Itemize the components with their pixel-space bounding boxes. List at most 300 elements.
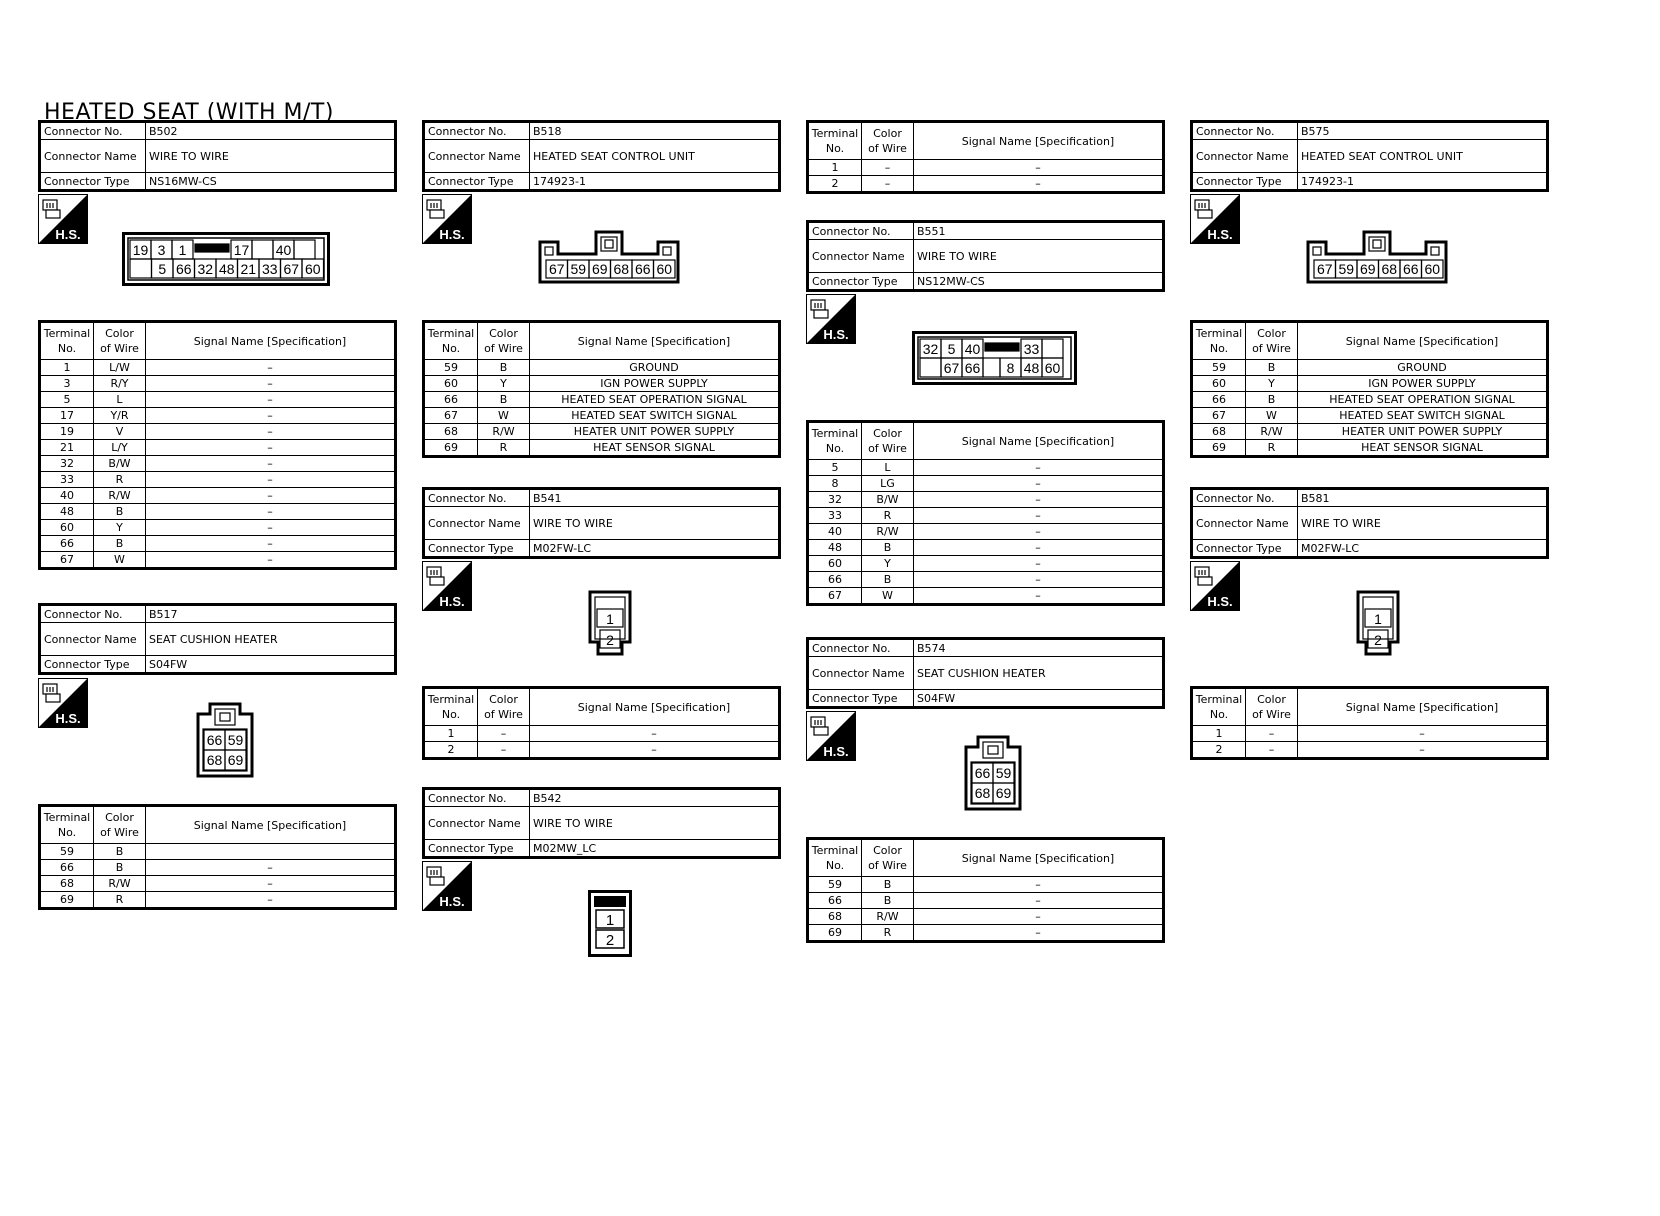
connector-type-value: S04FW xyxy=(914,690,1164,708)
pin-label: 17 xyxy=(233,242,250,258)
signal-name: – xyxy=(146,860,396,876)
pin-label: 69 xyxy=(591,261,608,277)
signal-name: IGN POWER SUPPLY xyxy=(1298,376,1548,392)
connector-type-label: Connector Type xyxy=(40,173,146,191)
pin-label: 66 xyxy=(974,765,991,781)
connector-type-label: Connector Type xyxy=(424,173,530,191)
terminal-no: 5 xyxy=(40,392,94,408)
pin-label: 69 xyxy=(1359,261,1376,277)
terminal-no: 66 xyxy=(40,860,94,876)
terminal-no: 66 xyxy=(1192,392,1246,408)
terminal-no: 3 xyxy=(40,376,94,392)
terminal-no: 59 xyxy=(424,360,478,376)
table-row xyxy=(808,460,1164,476)
harness-side-icon xyxy=(38,678,88,728)
pin-label: 32 xyxy=(922,341,939,357)
signal-name-header: Signal Name [Specification] xyxy=(914,422,1164,460)
pin-label: 8 xyxy=(1006,360,1015,376)
connector-type-label: Connector Type xyxy=(1192,173,1298,191)
wire-color: – xyxy=(862,176,914,193)
table-row xyxy=(1192,360,1548,376)
signal-name: – xyxy=(146,892,396,909)
wire-color: LG xyxy=(862,476,914,492)
signal-name: – xyxy=(914,877,1164,893)
harness-side-icon xyxy=(806,294,856,344)
signal-name-header: Signal Name [Specification] xyxy=(146,806,396,844)
connector-no-label: Connector No. xyxy=(40,605,146,623)
connector-type-value: 174923-1 xyxy=(1298,173,1548,191)
signal-name: – xyxy=(1298,742,1548,759)
terminal-no: 40 xyxy=(40,488,94,504)
pin-cell xyxy=(983,742,1003,758)
connector-plug-icon xyxy=(1195,567,1212,585)
harness-side-icon xyxy=(1190,561,1240,611)
table-row xyxy=(808,176,1164,193)
terminal-no: 68 xyxy=(424,424,478,440)
connector-header-b575 xyxy=(1190,120,1549,192)
terminal-no: 59 xyxy=(1192,360,1246,376)
terminal-no: 2 xyxy=(808,176,862,193)
connector-type-value: NS16MW-CS xyxy=(146,173,396,191)
wire-color: B xyxy=(94,860,146,876)
signal-name: – xyxy=(146,472,396,488)
connector-name-label: Connector Name xyxy=(424,807,530,840)
signal-name: – xyxy=(146,488,396,504)
signal-name-header: Signal Name [Specification] xyxy=(1298,322,1548,360)
terminal-no: 67 xyxy=(1192,408,1246,424)
terminal-no: 69 xyxy=(424,440,478,457)
table-row xyxy=(40,844,396,860)
signal-name: – xyxy=(914,160,1164,176)
wire-color: B xyxy=(862,893,914,909)
table-row xyxy=(424,742,780,759)
terminal-no: 69 xyxy=(1192,440,1246,457)
wire-color-header: Color of Wire xyxy=(478,688,530,726)
pin-cell xyxy=(545,247,553,255)
wire-color-header: Color of Wire xyxy=(94,806,146,844)
wire-color: – xyxy=(1246,742,1298,759)
pin-label: 68 xyxy=(1381,261,1398,277)
terminal-no: 66 xyxy=(424,392,478,408)
signal-name-header: Signal Name [Specification] xyxy=(530,322,780,360)
signal-name: – xyxy=(914,540,1164,556)
signal-name: – xyxy=(914,476,1164,492)
table-row xyxy=(1192,408,1548,424)
signal-name: – xyxy=(914,588,1164,605)
table-row xyxy=(40,424,396,440)
pin-cell xyxy=(294,240,315,259)
table-row xyxy=(40,392,396,408)
terminal-no: 1 xyxy=(424,726,478,742)
terminal-no-header: Terminal No. xyxy=(1192,688,1246,726)
wire-color: R xyxy=(862,508,914,524)
signal-name: – xyxy=(146,504,396,520)
harness-side-icon xyxy=(422,861,472,911)
connector-header-b551 xyxy=(806,220,1165,292)
pin-label: 32 xyxy=(197,261,214,277)
harness-side-icon xyxy=(38,194,88,244)
signal-name-header: Signal Name [Specification] xyxy=(1298,688,1548,726)
connector-no-label: Connector No. xyxy=(424,122,530,140)
terminal-no: 68 xyxy=(40,876,94,892)
terminal-no: 32 xyxy=(808,492,862,508)
terminal-no: 60 xyxy=(808,556,862,572)
pin-label: 67 xyxy=(283,261,300,277)
hs-badge-text: H.S. xyxy=(1207,594,1233,609)
terminal-table-b502 xyxy=(38,320,397,570)
terminal-no: 48 xyxy=(808,540,862,556)
connector-name-value: HEATED SEAT CONTROL UNIT xyxy=(530,140,780,173)
connector-name-label: Connector Name xyxy=(424,140,530,173)
hs-badge-text: H.S. xyxy=(439,594,465,609)
connector-12pin-diagram xyxy=(912,331,1080,387)
connector-no-value: B517 xyxy=(146,605,396,623)
connector-no-value: B581 xyxy=(1298,489,1548,507)
connector-type-value: 174923-1 xyxy=(530,173,780,191)
pin-label: 48 xyxy=(218,261,235,277)
connector-no-value: B575 xyxy=(1298,122,1548,140)
wire-color: B/W xyxy=(94,456,146,472)
pin-label: 66 xyxy=(1402,261,1419,277)
wire-color: Y xyxy=(862,556,914,572)
pin-label: 60 xyxy=(656,261,673,277)
pin-cell xyxy=(920,358,941,377)
wire-color: – xyxy=(478,726,530,742)
connector-no-label: Connector No. xyxy=(808,639,914,657)
signal-name: – xyxy=(914,556,1164,572)
wire-color: R/W xyxy=(862,909,914,925)
terminal-table-b575 xyxy=(1190,320,1549,458)
pin-cell xyxy=(215,709,235,725)
pin-label: 19 xyxy=(132,242,149,258)
wire-color: R xyxy=(478,440,530,457)
signal-name: – xyxy=(914,925,1164,942)
table-row xyxy=(1192,424,1548,440)
signal-name: HEATED SEAT OPERATION SIGNAL xyxy=(530,392,780,408)
connector-header-b581 xyxy=(1190,487,1549,559)
table-row xyxy=(40,408,396,424)
connector-no-label: Connector No. xyxy=(808,222,914,240)
connector-6pin-diagram xyxy=(1306,230,1452,286)
connector-no-value: B518 xyxy=(530,122,780,140)
connector-4pin-diagram xyxy=(196,702,256,780)
pin-cell xyxy=(1431,247,1439,255)
connector-2pin-male-diagram xyxy=(588,890,636,960)
wire-color-header: Color of Wire xyxy=(1246,322,1298,360)
harness-side-icon xyxy=(806,711,856,761)
connector-type-label: Connector Type xyxy=(424,840,530,858)
connector-no-value: B542 xyxy=(530,789,780,807)
wire-color: B xyxy=(478,360,530,376)
signal-name: – xyxy=(914,460,1164,476)
table-row xyxy=(424,440,780,457)
connector-no-value: B551 xyxy=(914,222,1164,240)
pin-label: 59 xyxy=(1338,261,1355,277)
pin-cell xyxy=(663,247,671,255)
wire-color: B xyxy=(94,504,146,520)
table-row xyxy=(40,360,396,376)
wire-color: Y xyxy=(94,520,146,536)
signal-name: HEATER UNIT POWER SUPPLY xyxy=(530,424,780,440)
connector-face-b581 xyxy=(1356,590,1404,664)
wire-color: – xyxy=(478,742,530,759)
terminal-no: 33 xyxy=(808,508,862,524)
terminal-no: 2 xyxy=(1192,742,1246,759)
terminal-no: 69 xyxy=(808,925,862,942)
pin-cell xyxy=(195,244,229,252)
table-row xyxy=(40,552,396,569)
hs-badge-text: H.S. xyxy=(1207,227,1233,242)
signal-name: – xyxy=(914,524,1164,540)
pin-label: 2 xyxy=(606,632,614,648)
terminal-table-b574 xyxy=(806,837,1165,943)
wire-color: Y xyxy=(1246,376,1298,392)
terminal-no: 67 xyxy=(424,408,478,424)
terminal-no: 21 xyxy=(40,440,94,456)
wire-color: R/W xyxy=(478,424,530,440)
connector-no-label: Connector No. xyxy=(1192,122,1298,140)
pin-cell xyxy=(983,358,1000,377)
signal-name: HEATED SEAT SWITCH SIGNAL xyxy=(1298,408,1548,424)
table-row xyxy=(40,520,396,536)
connector-type-value: M02MW_LC xyxy=(530,840,780,858)
pin-cell xyxy=(1373,240,1381,248)
pin-cell xyxy=(1369,237,1385,251)
signal-name: – xyxy=(914,176,1164,193)
signal-name-header: Signal Name [Specification] xyxy=(914,122,1164,160)
signal-name: – xyxy=(146,876,396,892)
harness-side-icon xyxy=(1190,194,1240,244)
connector-type-value: M02FW-LC xyxy=(1298,540,1548,558)
wire-color-header: Color of Wire xyxy=(862,422,914,460)
connector-plug-icon xyxy=(43,684,60,702)
signal-name: HEAT SENSOR SIGNAL xyxy=(530,440,780,457)
table-row xyxy=(40,376,396,392)
pin-label: 60 xyxy=(1044,360,1061,376)
terminal-no: 59 xyxy=(808,877,862,893)
signal-name: – xyxy=(146,440,396,456)
connector-4pin-diagram xyxy=(964,735,1024,813)
terminal-table-b551 xyxy=(806,420,1165,606)
signal-name: GROUND xyxy=(530,360,780,376)
connector-plug-icon xyxy=(427,567,444,585)
terminal-no: 60 xyxy=(1192,376,1246,392)
table-row xyxy=(40,488,396,504)
signal-name: GROUND xyxy=(1298,360,1548,376)
wire-color: V xyxy=(94,424,146,440)
wire-color: – xyxy=(1246,726,1298,742)
table-row xyxy=(808,492,1164,508)
connector-type-value: NS12MW-CS xyxy=(914,273,1164,291)
page-title: HEATED SEAT (WITH M/T) xyxy=(44,100,334,125)
signal-name: – xyxy=(146,424,396,440)
terminal-no-header: Terminal No. xyxy=(424,688,478,726)
pin-label: 33 xyxy=(1023,341,1040,357)
signal-name: – xyxy=(914,572,1164,588)
terminal-no: 66 xyxy=(40,536,94,552)
terminal-no: 66 xyxy=(808,893,862,909)
pin-label: 1 xyxy=(178,242,187,258)
terminal-table-b581 xyxy=(1190,686,1549,760)
connector-no-label: Connector No. xyxy=(424,789,530,807)
pin-cell xyxy=(1042,339,1063,358)
table-row xyxy=(40,456,396,472)
table-row xyxy=(40,876,396,892)
table-row xyxy=(424,726,780,742)
table-row xyxy=(808,893,1164,909)
connector-name-label: Connector Name xyxy=(40,140,146,173)
table-row xyxy=(1192,726,1548,742)
wire-color: W xyxy=(478,408,530,424)
connector-no-label: Connector No. xyxy=(424,489,530,507)
connector-no-value: B574 xyxy=(914,639,1164,657)
connector-header-b502 xyxy=(38,120,397,192)
pin-label: 60 xyxy=(1424,261,1441,277)
wire-color: R xyxy=(94,472,146,488)
connector-type-label: Connector Type xyxy=(808,273,914,291)
hs-badge-text: H.S. xyxy=(55,711,81,726)
terminal-table-b517 xyxy=(38,804,397,910)
table-row xyxy=(808,877,1164,893)
connector-name-label: Connector Name xyxy=(1192,507,1298,540)
connector-name-value: SEAT CUSHION HEATER xyxy=(146,623,396,656)
table-row xyxy=(424,376,780,392)
signal-name: – xyxy=(146,552,396,569)
connector-plug-icon xyxy=(1195,200,1212,218)
connector-name-label: Connector Name xyxy=(40,623,146,656)
connector-face-b502 xyxy=(122,232,332,292)
wire-color: B xyxy=(862,877,914,893)
wire-color: B xyxy=(862,540,914,556)
signal-name: – xyxy=(146,376,396,392)
table-row xyxy=(40,440,396,456)
terminal-table-top-col3 xyxy=(806,120,1165,194)
wire-color: R/W xyxy=(94,488,146,504)
pin-label: 60 xyxy=(304,261,321,277)
signal-name: – xyxy=(146,392,396,408)
pin-label: 66 xyxy=(175,261,192,277)
connector-name-value: WIRE TO WIRE xyxy=(146,140,396,173)
terminal-no: 60 xyxy=(40,520,94,536)
wire-color: L xyxy=(862,460,914,476)
hs-badge-text: H.S. xyxy=(439,894,465,909)
table-row xyxy=(808,925,1164,942)
pin-label: 40 xyxy=(964,341,981,357)
hs-badge-text: H.S. xyxy=(823,327,849,342)
table-row xyxy=(424,424,780,440)
harness-side-icon xyxy=(422,561,472,611)
pin-label: 40 xyxy=(275,242,292,258)
terminal-no: 17 xyxy=(40,408,94,424)
table-row xyxy=(1192,392,1548,408)
pin-cell xyxy=(605,240,613,248)
terminal-no: 8 xyxy=(808,476,862,492)
connector-name-label: Connector Name xyxy=(808,657,914,690)
wire-color: R/W xyxy=(862,524,914,540)
terminal-no-header: Terminal No. xyxy=(40,322,94,360)
terminal-no: 5 xyxy=(808,460,862,476)
connector-no-label: Connector No. xyxy=(1192,489,1298,507)
wire-color: W xyxy=(1246,408,1298,424)
terminal-no: 48 xyxy=(40,504,94,520)
signal-name-header: Signal Name [Specification] xyxy=(530,688,780,726)
wire-color-header: Color of Wire xyxy=(1246,688,1298,726)
terminal-no: 1 xyxy=(1192,726,1246,742)
pin-label: 66 xyxy=(964,360,981,376)
pin-label: 1 xyxy=(1374,611,1382,627)
signal-name: HEATED SEAT SWITCH SIGNAL xyxy=(530,408,780,424)
connector-name-label: Connector Name xyxy=(1192,140,1298,173)
connector-2pin-diagram xyxy=(1356,590,1404,660)
connector-type-label: Connector Type xyxy=(1192,540,1298,558)
connector-name-value: WIRE TO WIRE xyxy=(914,240,1164,273)
pin-label: 59 xyxy=(227,732,244,748)
pin-label: 5 xyxy=(947,341,956,357)
table-row xyxy=(808,588,1164,605)
terminal-table-b541 xyxy=(422,686,781,760)
wire-color: R xyxy=(94,892,146,909)
table-row xyxy=(808,524,1164,540)
table-row xyxy=(1192,742,1548,759)
pin-label: 68 xyxy=(206,752,223,768)
connector-header-b541 xyxy=(422,487,781,559)
terminal-no: 60 xyxy=(424,376,478,392)
table-row xyxy=(40,472,396,488)
terminal-no: 59 xyxy=(40,844,94,860)
pin-label: 69 xyxy=(995,785,1012,801)
signal-name: IGN POWER SUPPLY xyxy=(530,376,780,392)
wire-color: B xyxy=(94,844,146,860)
harness-side-icon xyxy=(422,194,472,244)
pin-label: 59 xyxy=(995,765,1012,781)
signal-name: – xyxy=(914,909,1164,925)
signal-name: – xyxy=(914,508,1164,524)
connector-name-value: WIRE TO WIRE xyxy=(530,807,780,840)
terminal-no: 32 xyxy=(40,456,94,472)
wire-color: B xyxy=(1246,360,1298,376)
wire-color: B/W xyxy=(862,492,914,508)
wire-color: B xyxy=(94,536,146,552)
pin-label: 69 xyxy=(227,752,244,768)
signal-name: HEAT SENSOR SIGNAL xyxy=(1298,440,1548,457)
wire-color: L xyxy=(94,392,146,408)
connector-no-label: Connector No. xyxy=(40,122,146,140)
pin-label: 68 xyxy=(974,785,991,801)
connector-plug-icon xyxy=(811,300,828,318)
terminal-no-header: Terminal No. xyxy=(424,322,478,360)
wire-color: B xyxy=(862,572,914,588)
table-row xyxy=(808,476,1164,492)
connector-face-b574 xyxy=(964,735,1024,817)
pin-label: 3 xyxy=(157,242,166,258)
terminal-no-header: Terminal No. xyxy=(808,839,862,877)
connector-name-value: WIRE TO WIRE xyxy=(530,507,780,540)
terminal-no-header: Terminal No. xyxy=(1192,322,1246,360)
connector-header-b517 xyxy=(38,603,397,675)
connector-plug-icon xyxy=(427,200,444,218)
table-row xyxy=(424,360,780,376)
signal-name xyxy=(146,844,396,860)
pin-label: 66 xyxy=(206,732,223,748)
pin-cell xyxy=(220,713,230,721)
signal-name: – xyxy=(530,726,780,742)
hs-badge-text: H.S. xyxy=(439,227,465,242)
signal-name: HEATER UNIT POWER SUPPLY xyxy=(1298,424,1548,440)
connector-no-value: B502 xyxy=(146,122,396,140)
wire-color: B xyxy=(1246,392,1298,408)
pin-label: 2 xyxy=(1374,632,1382,648)
signal-name: – xyxy=(914,492,1164,508)
